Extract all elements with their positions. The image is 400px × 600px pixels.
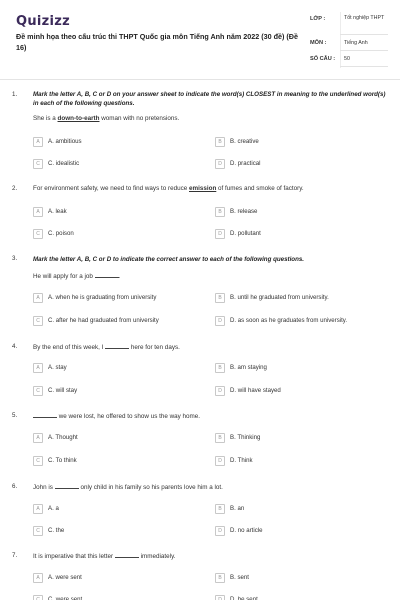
option-letter-box: C [33,386,43,396]
option-letter-box: C [33,229,43,239]
option-c[interactable]: C C. idealistic [33,158,79,169]
option-b[interactable]: B B. Thinking [215,432,260,443]
option-b[interactable]: B B. am staying [215,362,267,373]
option-letter-box: C [33,526,43,536]
instruction-synonym: Mark the letter A, B, C or D on your answer sheet to indicate the word(s) CLOSEST in meaning to the underlined word(s) in each of the following questions. [33,91,386,107]
option-d[interactable]: D D. will have stayed [215,385,281,396]
answer-blank [105,343,129,349]
option-letter-box: D [215,526,225,536]
option-c[interactable]: C C. were sent [33,594,82,600]
option-letter-box: D [215,159,225,169]
option-d[interactable]: D D. as soon as he graduates from university. [215,315,347,326]
question-number: 6. [12,483,18,490]
option-letter-box: B [215,433,225,443]
class-value: Tốt nghiệp THPT [344,15,385,21]
instruction-correct-answer: Mark the letter A, B, C or D to indicate the correct answer to each of the following questions. [33,256,305,263]
underlined-word: emission [189,185,217,192]
option-b[interactable]: B B. sent [215,572,249,583]
option-b[interactable]: B B. until he graduated from university. [215,292,329,303]
question-text: By the end of this week, I here for ten days. [33,344,180,351]
question-number: 5. [12,412,18,419]
meta-rule [340,66,388,67]
question-text: we were lost, he offered to show us the way home. [33,412,388,420]
option-letter-box: B [215,137,225,147]
option-d[interactable]: D D. no article [215,525,263,536]
option-letter-box: B [215,363,225,373]
meta-divider [340,12,341,68]
count-label: SỐ CÂU : [310,56,336,62]
option-letter-box: D [215,456,225,466]
option-c[interactable]: C C. after he had graduated from university [33,315,159,326]
question-text: John is only child in his family so his parents love him a lot. [33,484,223,491]
quizizz-logo: Quizizz [16,14,71,29]
worksheet-header [0,0,400,80]
question-number: 1. [12,91,18,98]
option-b[interactable]: B B. an [215,503,244,514]
underlined-word: down-to-earth [57,115,100,122]
option-letter-box: A [33,207,43,217]
option-d[interactable]: D D. be sent [215,594,258,600]
option-d[interactable]: D D. pollutant [215,228,261,239]
option-a[interactable]: A A. a [33,503,59,514]
option-letter-box: A [33,573,43,583]
question-text: It is imperative that this letter immediately. [33,553,176,560]
option-b[interactable]: B B. release [215,206,257,217]
option-a[interactable]: A A. stay [33,362,67,373]
question-number: 7. [12,552,18,559]
option-a[interactable]: A A. ambitious [33,136,82,147]
question-text: For environment safety, we need to find ways to reduce emission of fumes and smoke of factory. [33,185,304,192]
option-c[interactable]: C C. will stay [33,385,77,396]
question-text: She is a down-to-earth woman with no pretensions. [33,115,180,122]
answer-blank [95,272,119,278]
answer-blank [115,552,139,558]
question-text: He will apply for a job . [33,273,121,280]
option-letter-box: B [215,293,225,303]
option-letter-box: D [215,316,225,326]
option-letter-box: D [215,229,225,239]
option-letter-box: A [33,293,43,303]
option-c[interactable]: C C. the [33,525,64,536]
option-letter-box: C [33,316,43,326]
subject-value: Tiếng Anh [344,40,368,46]
option-d[interactable]: D D. Think [215,455,253,466]
option-a[interactable]: A A. leak [33,206,67,217]
question-number: 3. [12,255,18,262]
meta-rule [340,34,388,35]
option-c[interactable]: C C. To think [33,455,77,466]
option-letter-box: A [33,363,43,373]
option-d[interactable]: D D. practical [215,158,260,169]
worksheet-title: Đề minh họa theo cấu trúc thi THPT Quốc gia môn Tiếng Anh năm 2022 (30 đề) (Đề 16) [16,32,298,52]
option-letter-box: D [215,386,225,396]
question-number: 2. [12,185,18,192]
option-a[interactable]: A A. Thought [33,432,78,443]
option-letter-box: C [33,456,43,466]
question-number: 4. [12,343,18,350]
option-c[interactable]: C C. poison [33,228,74,239]
option-letter-box: D [215,595,225,600]
answer-blank [33,412,57,418]
option-letter-box: C [33,595,43,600]
option-a[interactable]: A A. when he is graduating from university [33,292,156,303]
option-letter-box: A [33,504,43,514]
answer-blank [55,483,79,489]
count-value: 50 [344,56,350,62]
class-label: LỚP : [310,16,326,22]
option-letter-box: B [215,207,225,217]
option-a[interactable]: A A. were sent [33,572,82,583]
option-letter-box: A [33,137,43,147]
option-letter-box: C [33,159,43,169]
option-letter-box: B [215,504,225,514]
option-letter-box: B [215,573,225,583]
option-b[interactable]: B B. creative [215,136,259,147]
subject-label: MÔN : [310,40,327,46]
option-letter-box: A [33,433,43,443]
meta-rule [340,50,388,51]
